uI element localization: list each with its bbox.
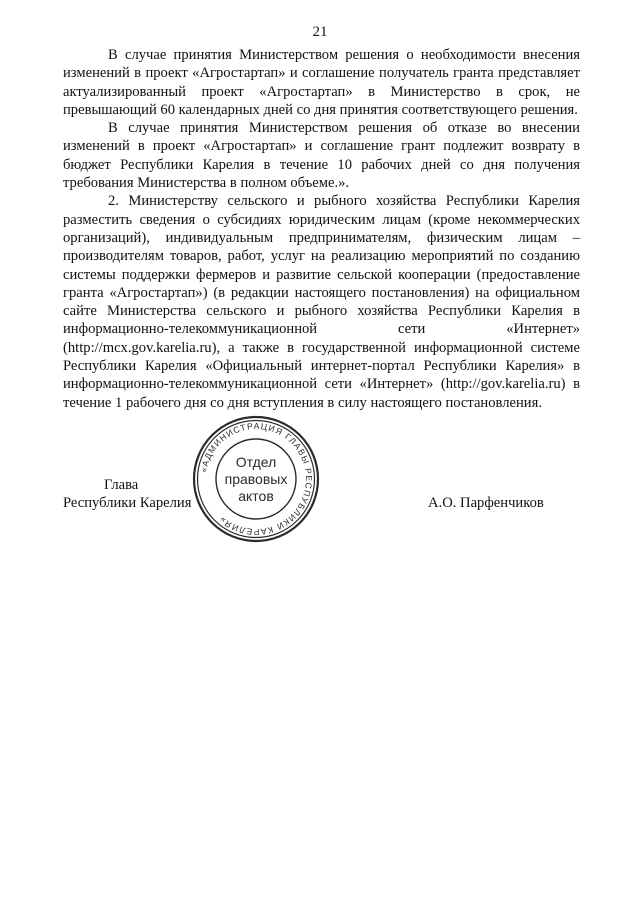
- stamp-seal-icon: [191, 414, 321, 544]
- paragraph-amendment-decision: В случае принятия Министерством решения о необходимости внесения изменений в проект «Агростартап» и соглашение получатель гранта представляет актуализированный проект «Агростартап» в Министерство в срок, не превышающий 60 календарных дней со дня принятия соответствующего решения.: [63, 47, 580, 118]
- signatory-title-line1: Глава: [104, 477, 139, 493]
- signatory-title: [63, 476, 191, 512]
- signatory-title-line2: Республики Карелия: [63, 495, 192, 511]
- stamp-center-line1: Отдел: [235, 454, 277, 470]
- signature-block: [0, 414, 640, 544]
- document-body: [63, 46, 580, 412]
- signatory-name: А.О. Парфенчиков: [428, 495, 544, 511]
- page-number: 21: [312, 24, 328, 40]
- stamp-center-line2: правовых: [224, 471, 288, 487]
- paragraph-refusal-decision: В случае принятия Министерством решения об отказе во внесении изменений в проект «Агростартап» и соглашение грант подлежит возврату в бюджет Республики Карелия в течение 10 рабочих дней со дня получения требования Министерства в полном объеме.».: [63, 120, 580, 192]
- official-stamp: [191, 414, 321, 544]
- stamp-center-line3: актов: [238, 488, 274, 504]
- paragraph-publication-order: 2. Министерству сельского и рыбного хозяйства Республики Карелия разместить сведения о субсидиях юридическим лицам (кроме некоммерческих организаций), индивидуальным предпринимателям, физическим лицам – производителям товаров, работ, услуг на реализацию мероприятий по созданию системы поддержки фермеров и развитие сельской кооперации (предоставление гранта «Агростартап») (в редакции настоящего постановления) на официальном сайте Министерства сельского и рыбного хозяйства Республики Карелия в информационно-телекоммуникационной сети «Интернет» (http://mcx.gov.karelia.ru), а также в государственной информационной системе Республики Карелия «Официальный интернет-портал Республики Карелия» в информационно-телекоммуникационной сети «Интернет» (http://gov.karelia.ru) в течение 1 рабочего дня со дня вступления в силу настоящего постановления.: [63, 193, 580, 411]
- stamp-ring-text: «АДМИНИСТРАЦИЯ ГЛАВЫ РЕСПУБЛИКИ КАРЕЛИЯ»: [198, 420, 315, 538]
